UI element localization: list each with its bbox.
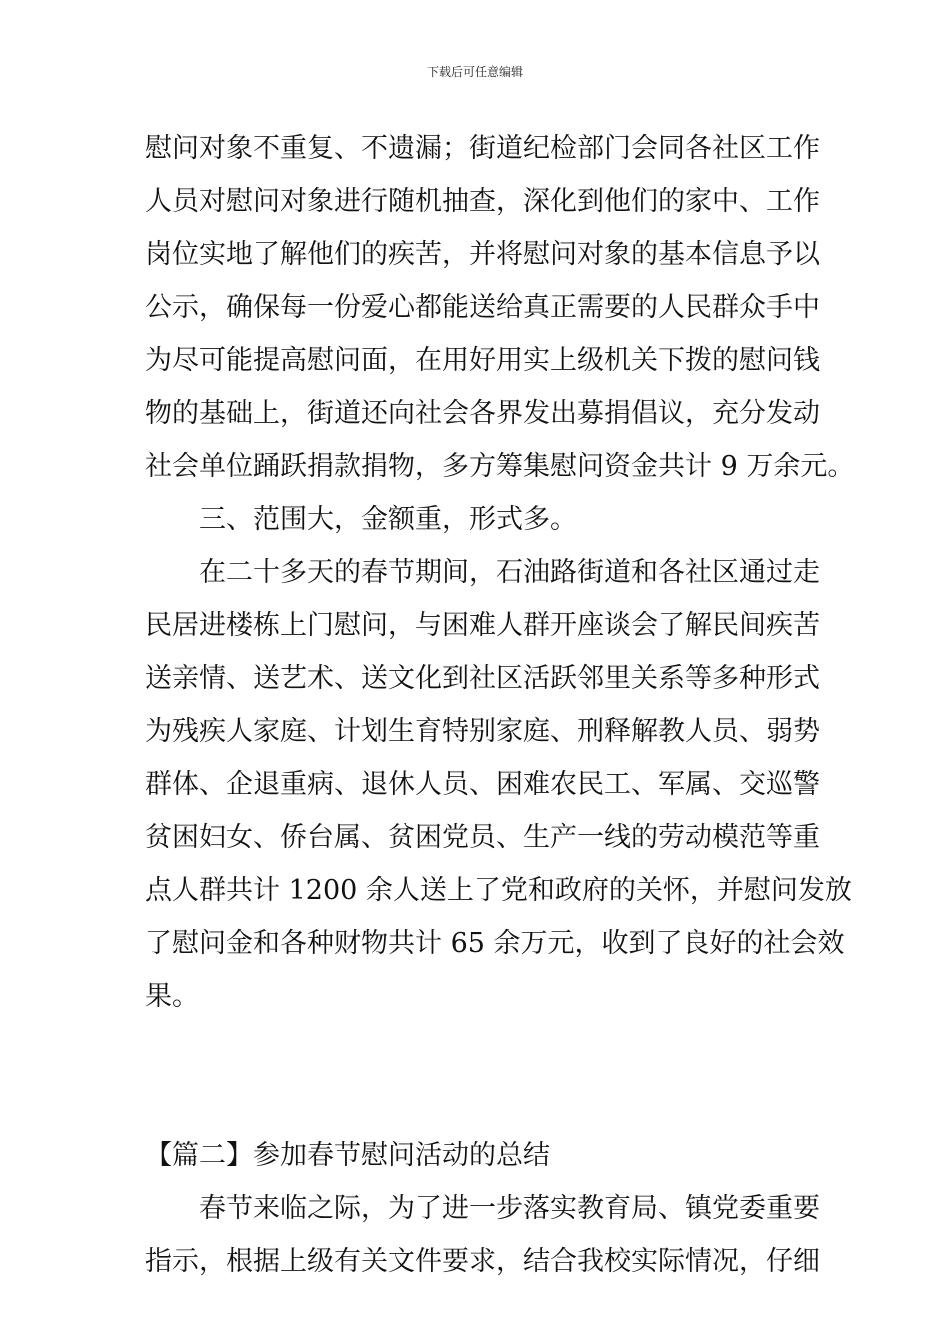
text-line: 点人群共计 1200 余人送上了党和政府的关怀，并慰问发放: [145, 875, 852, 906]
text-line: 人员对慰问对象进行随机抽查，深化到他们的家中、工作: [145, 186, 820, 217]
text-line: 群体、企退重病、退休人员、困难农民工、军属、交巡警: [145, 769, 820, 800]
text-line: 春节来临之际，为了进一步落实教育局、镇党委重要: [199, 1193, 820, 1224]
section-heading: 三、范围大，金额重，形式多。: [199, 504, 577, 535]
text-line: 为残疾人家庭、计划生育特别家庭、刑释解教人员、弱势: [145, 716, 820, 747]
text-line: 民居进楼栋上门慰问，与困难人群开座谈会了解民间疾苦: [145, 610, 820, 641]
text-line: 指示，根据上级有关文件要求，结合我校实际情况，仔细: [145, 1246, 820, 1277]
text-line: 慰问对象不重复、不遗漏；街道纪检部门会同各社区工作: [145, 133, 820, 164]
text-line: 为尽可能提高慰问面，在用好用实上级机关下拨的慰问钱: [145, 345, 820, 376]
text-line: 贫困妇女、侨台属、贫困党员、生产一线的劳动模范等重: [145, 822, 820, 853]
page-header: 下载后可任意编辑: [426, 65, 523, 79]
text-line: 果。: [145, 981, 199, 1012]
text-line: 了慰问金和各种财物共计 65 余万元，收到了良好的社会效: [145, 928, 845, 959]
section-title: 【篇二】参加春节慰问活动的总结: [145, 1140, 550, 1171]
document-body: [145, 122, 855, 1288]
text-line: 公示，确保每一份爱心都能送给真正需要的人民群众手中: [145, 292, 820, 323]
text-line: 在二十多天的春节期间，石油路街道和各社区通过走: [199, 557, 820, 588]
section-gap: [145, 1023, 815, 1129]
text-line: 送亲情、送艺术、送文化到社区活跃邻里关系等多种形式: [145, 663, 820, 694]
text-line: 社会单位踊跃捐款捐物，多方筹集慰问资金共计 9 万余元。: [145, 451, 855, 482]
text-line: 物的基础上，街道还向社会各界发出募捐倡议，充分发动: [145, 398, 820, 429]
text-line: 岗位实地了解他们的疾苦，并将慰问对象的基本信息予以: [145, 239, 820, 270]
